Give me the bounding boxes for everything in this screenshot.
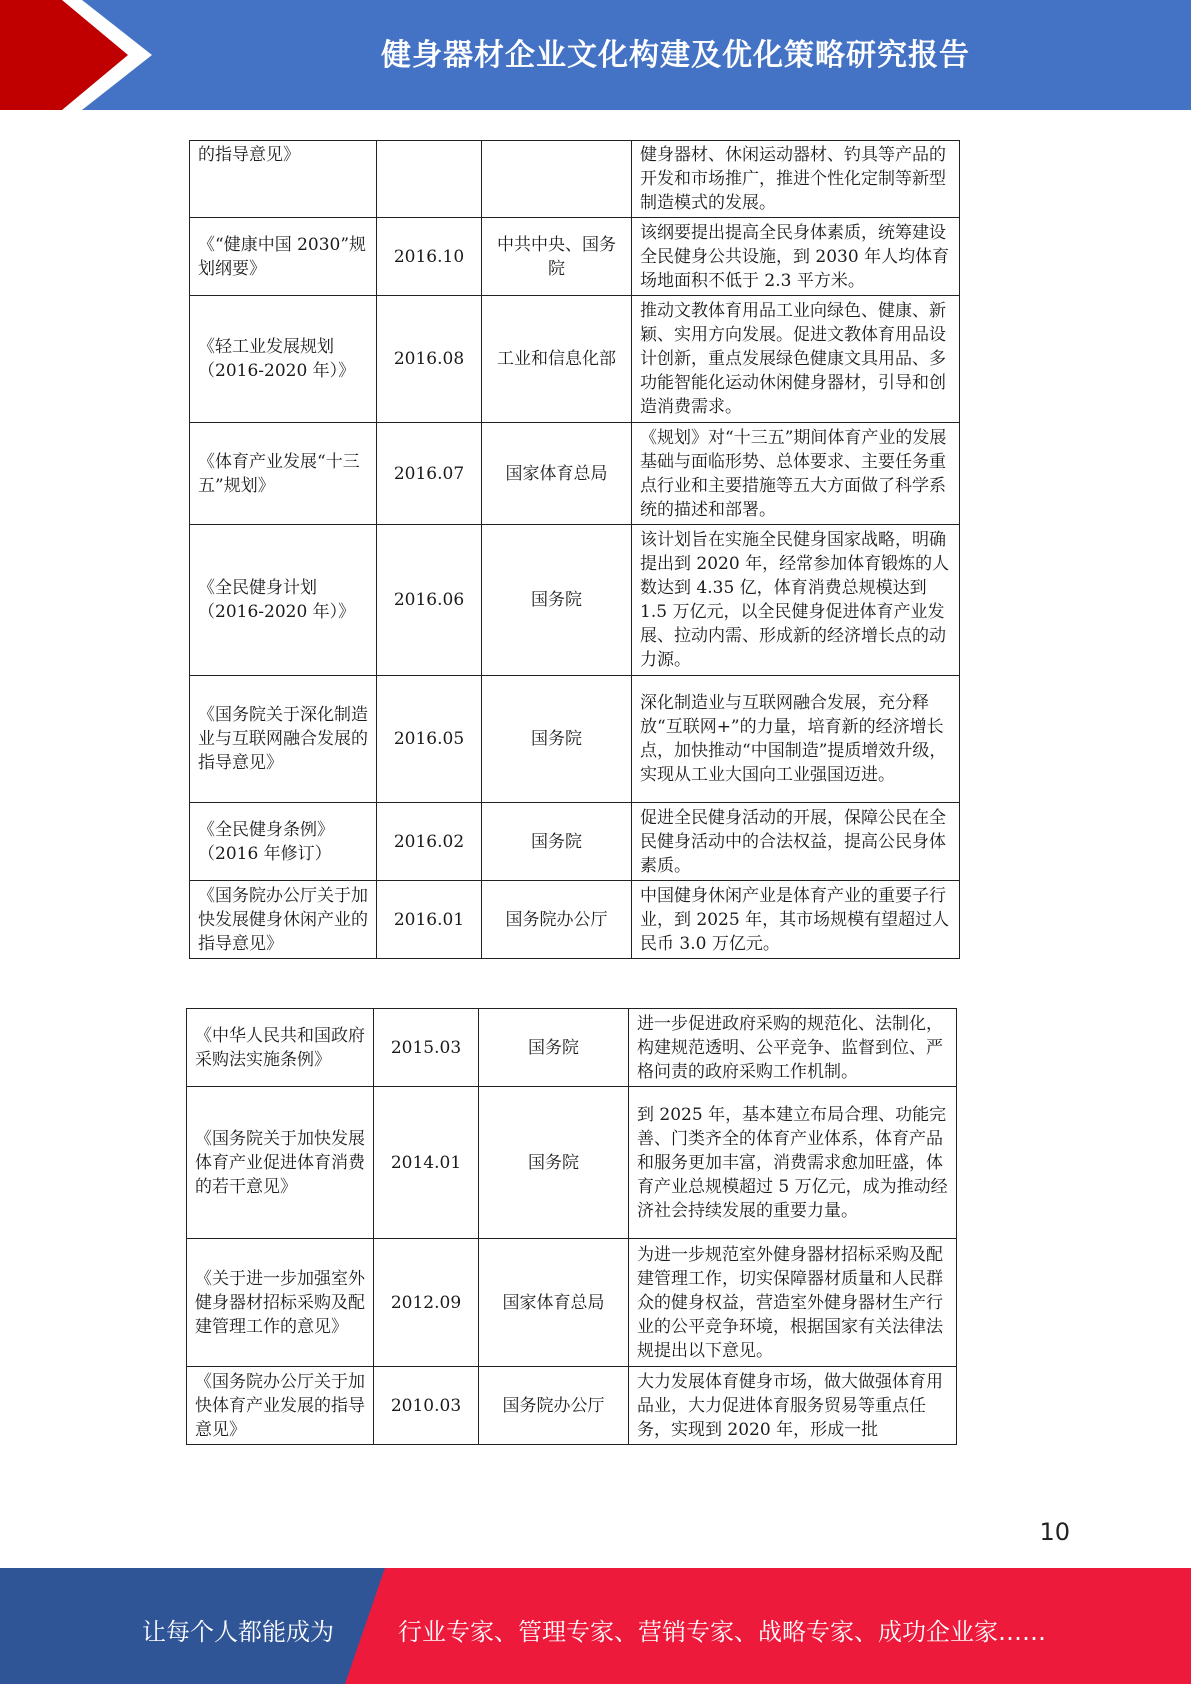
policy-name-cell: 《全民健身条例》（2016 年修订） (190, 803, 377, 881)
table-row (187, 1367, 957, 1445)
footer-slogan-left: 让每个人都能成为 (142, 1618, 334, 1646)
policy-date-cell: 2016.07 (377, 423, 482, 525)
table-row (190, 525, 960, 676)
policy-desc-cell: 该计划旨在实施全民健身国家战略，明确提出到 2020 年，经常参加体育锻炼的人数达到 4.35 亿，体育消费总规模达到 1.5 万亿元，以全民健身促进体育产业发展、拉动内需、形成新的经济增长点的动力源。 (632, 525, 960, 676)
policy-org-cell: 国家体育总局 (479, 1239, 629, 1367)
footer-slogan-right: 行业专家、管理专家、营销专家、战略专家、成功企业家…… (398, 1618, 1046, 1646)
policy-date-cell: 2012.09 (374, 1239, 479, 1367)
policy-date-cell: 2016.10 (377, 218, 482, 296)
policy-desc-cell: 进一步促进政府采购的规范化、法制化，构建规范透明、公平竞争、监督到位、严格问责的政府采购工作机制。 (629, 1009, 957, 1087)
policy-desc-cell: 《规划》对“十三五”期间体育产业的发展基础与面临形势、总体要求、主要任务重点行业和主要措施等五大方面做了科学系统的描述和部署。 (632, 423, 960, 525)
policy-date-cell: 2016.08 (377, 296, 482, 423)
policy-org-cell (482, 141, 632, 218)
policy-name-cell: 《体育产业发展“十三五”规划》 (190, 423, 377, 525)
policy-date-cell: 2016.02 (377, 803, 482, 881)
policy-desc-cell: 该纲要提出提高全民身体素质，统筹建设全民健身公共设施，到 2030 年人均体育场地面积不低于 2.3 平方米。 (632, 218, 960, 296)
policy-org-cell: 国务院 (479, 1087, 629, 1239)
policy-date-cell: 2016.05 (377, 676, 482, 803)
policy-date-cell: 2016.06 (377, 525, 482, 676)
table-row (190, 881, 960, 959)
policy-name-cell: 《国务院办公厅关于加快发展健身休闲产业的指导意见》 (190, 881, 377, 959)
policy-name-cell: 《轻工业发展规划（2016-2020 年）》 (190, 296, 377, 423)
policy-org-cell: 国务院 (482, 676, 632, 803)
policy-date-cell: 2014.01 (374, 1087, 479, 1239)
page-header (0, 0, 1191, 110)
policy-org-cell: 国务院 (482, 525, 632, 676)
policy-name-cell: 的指导意见》 (190, 141, 377, 218)
table-row (187, 1239, 957, 1367)
policy-date-cell (377, 141, 482, 218)
header-red-arrow (0, 0, 135, 110)
policy-desc-cell: 中国健身休闲产业是体育产业的重要子行业，到 2025 年，其市场规模有望超过人民币 3.0 万亿元。 (632, 881, 960, 959)
policy-date-cell: 2016.01 (377, 881, 482, 959)
policy-org-cell: 国家体育总局 (482, 423, 632, 525)
policy-org-cell: 国务院办公厅 (482, 881, 632, 959)
policy-desc-cell: 健身器材、休闲运动器材、钓具等产品的开发和市场推广，推进个性化定制等新型制造模式的发展。 (632, 141, 960, 218)
policy-name-cell: 《国务院关于加快发展体育产业促进体育消费的若干意见》 (187, 1087, 374, 1239)
table-row (187, 1009, 957, 1087)
policy-org-cell: 国务院 (482, 803, 632, 881)
table-row (190, 218, 960, 296)
policy-desc-cell: 促进全民健身活动的开展，保障公民在全民健身活动中的合法权益，提高公民身体素质。 (632, 803, 960, 881)
table-row (187, 1087, 957, 1239)
policy-date-cell: 2015.03 (374, 1009, 479, 1087)
policy-name-cell: 《中华人民共和国政府采购法实施条例》 (187, 1009, 374, 1087)
table-row (190, 423, 960, 525)
report-title: 健身器材企业文化构建及优化策略研究报告 (381, 38, 970, 73)
page-footer (0, 1568, 1191, 1684)
policy-name-cell: 《国务院办公厅关于加快体育产业发展的指导意见》 (187, 1367, 374, 1445)
policy-org-cell: 国务院办公厅 (479, 1367, 629, 1445)
page-number: 10 (1039, 1518, 1070, 1546)
table-row (190, 296, 960, 423)
policy-org-cell: 国务院 (479, 1009, 629, 1087)
policy-org-cell: 中共中央、国务院 (482, 218, 632, 296)
table-row (190, 141, 960, 218)
policy-desc-cell: 大力发展体育健身市场，做大做强体育用品业，大力促进体育服务贸易等重点任务，实现到 2020 年，形成一批 (629, 1367, 957, 1445)
table-row (190, 803, 960, 881)
table-row (190, 676, 960, 803)
policy-table-1 (189, 140, 960, 959)
policy-date-cell: 2010.03 (374, 1367, 479, 1445)
policy-org-cell: 工业和信息化部 (482, 296, 632, 423)
policy-desc-cell: 推动文教体育用品工业向绿色、健康、新颖、实用方向发展。促进文教体育用品设计创新，重点发展绿色健康文具用品、多功能智能化运动休闲健身器材，引导和创造消费需求。 (632, 296, 960, 423)
policy-desc-cell: 到 2025 年，基本建立布局合理、功能完善、门类齐全的体育产业体系，体育产品和服务更加丰富，消费需求愈加旺盛，体育产业总规模超过 5 万亿元，成为推动经济社会持续发展的重要力量。 (629, 1087, 957, 1239)
policy-desc-cell: 深化制造业与互联网融合发展，充分释放“互联网+”的力量，培育新的经济增长点，加快推动“中国制造”提质增效升级，实现从工业大国向工业强国迈进。 (632, 676, 960, 803)
policy-name-cell: 《关于进一步加强室外健身器材招标采购及配建管理工作的意见》 (187, 1239, 374, 1367)
policy-name-cell: 《“健康中国 2030”规划纲要》 (190, 218, 377, 296)
policy-name-cell: 《全民健身计划（2016-2020 年）》 (190, 525, 377, 676)
policy-name-cell: 《国务院关于深化制造业与互联网融合发展的指导意见》 (190, 676, 377, 803)
policy-desc-cell: 为进一步规范室外健身器材招标采购及配建管理工作，切实保障器材质量和人民群众的健身权益，营造室外健身器材生产行业的公平竞争环境，根据国家有关法律法规提出以下意见。 (629, 1239, 957, 1367)
policy-table-2 (186, 1008, 957, 1445)
